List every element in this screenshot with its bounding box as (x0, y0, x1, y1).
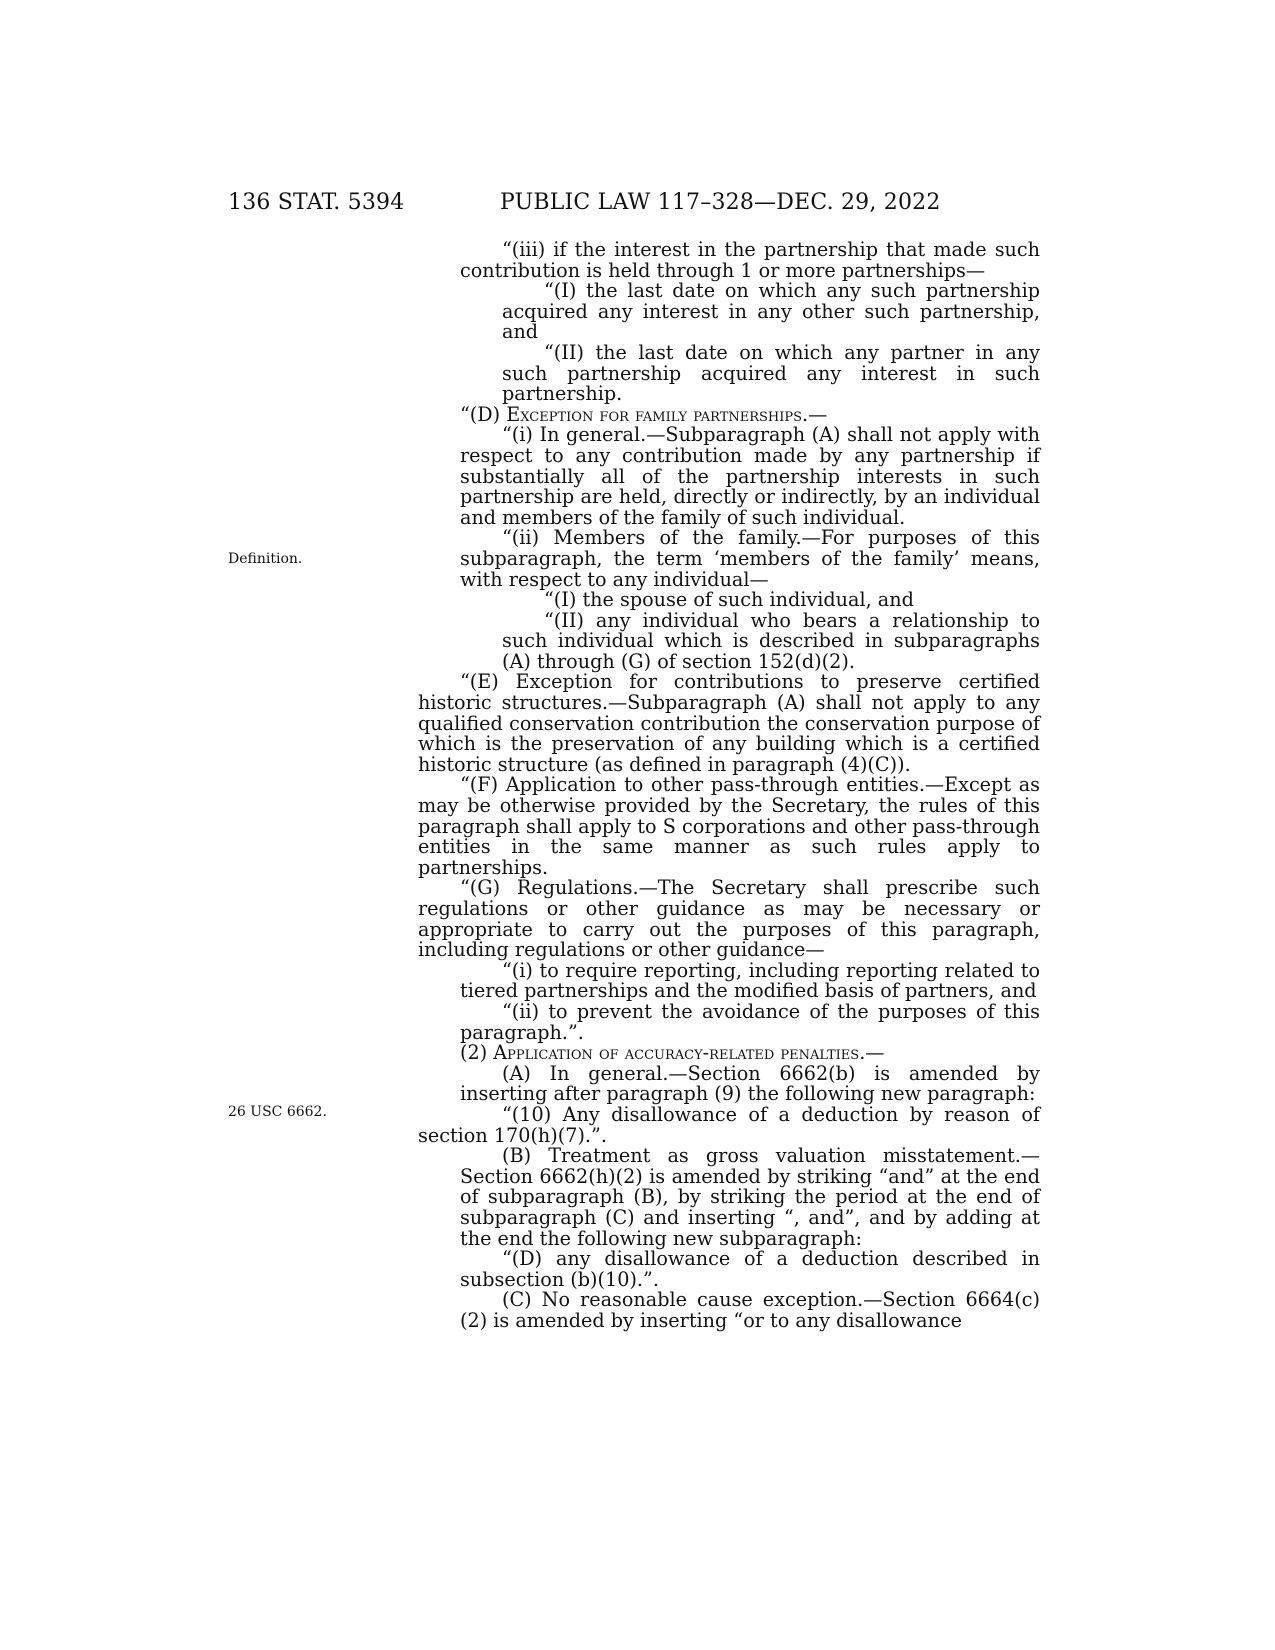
margin-note-usc-reference: 26 USC 6662. (228, 1104, 327, 1120)
subclause-ii-relationship: “(II) any individual who bears a relationship to such individual which is described in subparagraphs (A) through (G) of section 152(d)(2). (502, 608, 1040, 673)
subclause-i-last-date-partnership: “(I) the last date on which any such partnership acquired any interest in any other such partnership, and (502, 279, 1040, 344)
clause-i-in-general: “(i) In general.—Subparagraph (A) shall not apply with respect to any contribution made by any partnership if substantially all of the partnership interests in such partnership are held, directly or indirectly, by an individual and members of the family of such individual. (460, 423, 1040, 529)
subclause-ii-last-date-partner: “(II) the last date on which any partner in any such partnership acquired any interest in such partnership. (502, 340, 1040, 406)
subparagraph-c-no-reasonable-cause: (C) No reasonable cause exception.—Section 6664(c)(2) is amended by inserting “or to any disallowance (460, 1288, 1040, 1332)
page-title: PUBLIC LAW 117–328—DEC. 29, 2022 (500, 190, 941, 215)
clause-iii: “(iii) if the interest in the partnership that made such contribution is held through 1 or more partnerships— (460, 238, 1040, 282)
clause-ii-avoidance: “(ii) to prevent the avoidance of the purposes of this paragraph.”. (460, 999, 1040, 1044)
subparagraph-f-pass-through: “(F) Application to other pass-through entities.—Except as may be otherwise provided by the Secretary, the rules of this paragraph shall apply to S corporations and other pass-through entities in the same manner as such rules apply to partnerships. (418, 773, 1040, 879)
subparagraph-e-historic-structures: “(E) Exception for contributions to preserve certified historic structures.—Subparagraph (A) shall not apply to any qualified conservation contribution the conservation purpose of which is the preservation of any building which is a certified historic structure (as defined in paragraph (4)(C)). (418, 670, 1040, 776)
clause-i-reporting: “(i) to require reporting, including reporting related to tiered partnerships and the modified basis of partners, and (460, 958, 1040, 1003)
subparagraph-g-regulations: “(G) Regulations.—The Secretary shall prescribe such regulations or other guidance as may be necessary or appropriate to carry out the purposes of this paragraph, including regulations or other guidance— (418, 876, 1040, 962)
inserted-subparagraph-d: “(D) any disallowance of a deduction described in subsection (b)(10).”. (460, 1247, 1040, 1291)
inserted-paragraph-10: “(10) Any disallowance of a deduction by reason of section 170(h)(7).”. (418, 1102, 1040, 1147)
statute-body (418, 240, 1040, 1331)
subparagraph-b-gross-valuation: (B) Treatment as gross valuation misstatement.—Section 6662(h)(2) is amended by striking “and” at the end of subparagraph (B), by striking the period at the end of subparagraph (C) and inserting “, and”, and by adding at the end the following new subparagraph: (460, 1144, 1040, 1250)
margin-note-definition: Definition. (228, 551, 303, 567)
subclause-i-spouse: “(I) the spouse of such individual, and (544, 588, 914, 612)
stat-reference: 136 STAT. 5394 (228, 190, 405, 215)
subparagraph-a-in-general: (A) In general.—Section 6662(b) is amended by inserting after paragraph (9) the following new paragraph: (460, 1061, 1040, 1106)
clause-ii-members-of-family: “(ii) Members of the family.—For purposes of this subparagraph, the term ‘members of the family’ means, with respect to any individual— (460, 526, 1040, 591)
paragraph-2-heading: (2) Application of accuracy-related penalties.— (460, 1041, 885, 1065)
subparagraph-d-heading: “(D) Exception for family partnerships.— (460, 402, 828, 426)
